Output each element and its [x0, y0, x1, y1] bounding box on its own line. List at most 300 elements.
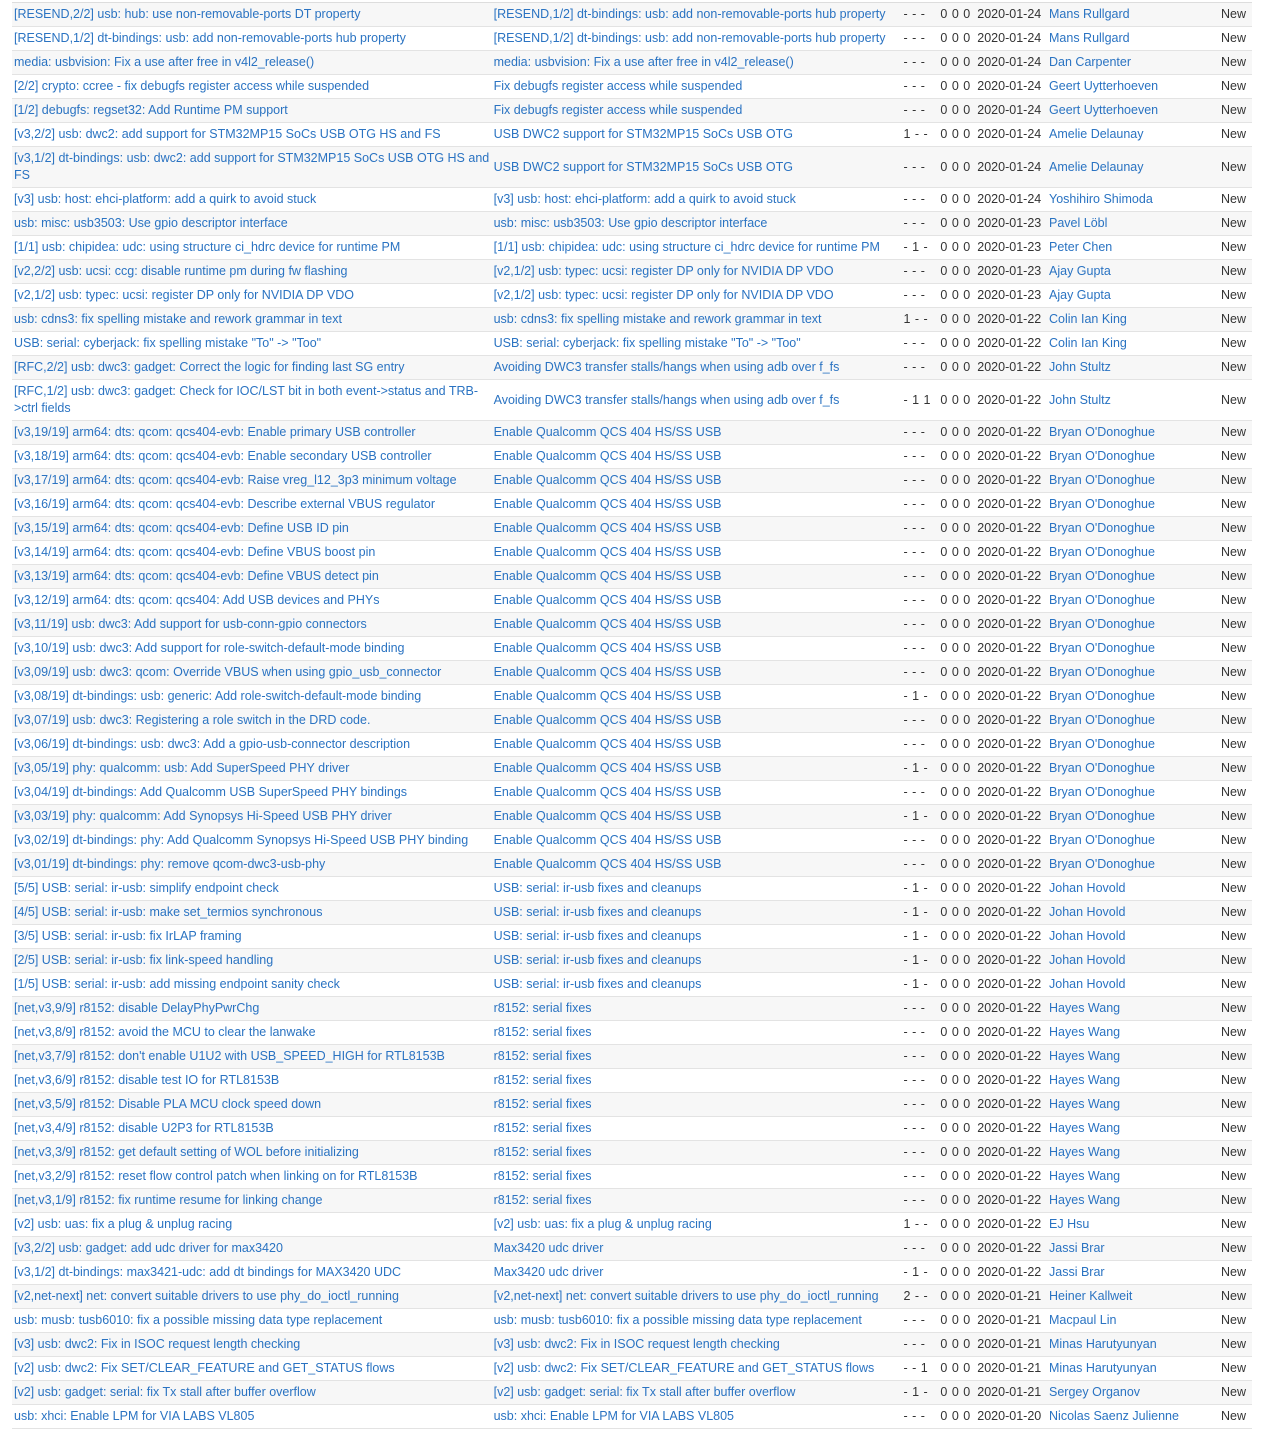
patch-date-cell — [975, 1381, 1047, 1405]
patch-state: New — [1220, 593, 1246, 607]
patch-date-cell — [975, 3, 1047, 27]
patch-state-cell — [1190, 123, 1252, 147]
submitter-link[interactable]: Colin Ian King — [1049, 312, 1127, 326]
submitter-link[interactable]: Bryan O'Donoghue — [1049, 545, 1155, 559]
patch-name-link[interactable]: [v3,05/19] phy: qualcomm: usb: Add SuperSpeed PHY driver — [14, 761, 350, 775]
patch-date-cell — [975, 99, 1047, 123]
submitter-link[interactable]: Ajay Gupta — [1049, 264, 1111, 278]
submitter-link[interactable]: Bryan O'Donoghue — [1049, 737, 1155, 751]
submitter-link[interactable]: Bryan O'Donoghue — [1049, 569, 1155, 583]
series-link[interactable]: [v3] usb: host: ehci-platform: add a quirk to avoid stuck — [493, 192, 796, 206]
acks-count: - 1 - — [903, 240, 929, 254]
submitter-link[interactable]: Yoshihiro Shimoda — [1049, 192, 1153, 206]
patch-state-cell — [1190, 1021, 1252, 1045]
checks-count: 0 0 0 — [940, 1289, 971, 1303]
submitter-link[interactable]: Jassi Brar — [1049, 1241, 1105, 1255]
patch-date-cell — [975, 1333, 1047, 1357]
series-link[interactable]: Enable Qualcomm QCS 404 HS/SS USB — [493, 737, 722, 751]
series-link[interactable]: media: usbvision: Fix a use after free in v4l2_release() — [493, 55, 794, 69]
series-cell — [492, 1237, 902, 1261]
patch-name-link[interactable]: [v2] usb: dwc2: Fix SET/CLEAR_FEATURE and GET_STATUS flows — [14, 1361, 395, 1375]
submitter-cell — [1047, 1357, 1190, 1381]
patch-name-link[interactable]: USB: serial: cyberjack: fix spelling mistake "To" -> "Too" — [14, 336, 322, 350]
submitter-link[interactable]: Bryan O'Donoghue — [1049, 449, 1155, 463]
series-link[interactable]: Enable Qualcomm QCS 404 HS/SS USB — [493, 857, 722, 871]
patch-name-link[interactable]: [v2,2/2] usb: ucsi: ccg: disable runtime pm during fw flashing — [14, 264, 348, 278]
submitter-link[interactable]: Minas Harutyunyan — [1049, 1361, 1157, 1375]
submitter-link[interactable]: Hayes Wang — [1049, 1025, 1121, 1039]
acks-count-cell — [902, 853, 939, 877]
patch-name-link[interactable]: [5/5] USB: serial: ir-usb: simplify endpoint check — [14, 881, 279, 895]
patch-date: 2020-01-22 — [977, 641, 1042, 655]
submitter-link[interactable]: John Stultz — [1049, 392, 1111, 407]
patch-name-link[interactable]: [v3,09/19] usb: dwc3: qcom: Override VBUS when using gpio_usb_connector — [14, 665, 442, 679]
series-link[interactable]: USB: serial: ir-usb fixes and cleanups — [493, 977, 702, 991]
submitter-link[interactable]: Hayes Wang — [1049, 1121, 1121, 1135]
patch-name-link[interactable]: usb: musb: tusb6010: fix a possible missing data type replacement — [14, 1313, 383, 1327]
patch-date-cell — [975, 565, 1047, 589]
series-link[interactable]: [RESEND,1/2] dt-bindings: usb: add non-removable-ports hub property — [493, 7, 886, 21]
patch-name-cell — [12, 709, 492, 733]
patch-state: New — [1220, 425, 1246, 439]
submitter-link[interactable]: Bryan O'Donoghue — [1049, 425, 1155, 439]
patch-name-link[interactable]: [RESEND,1/2] dt-bindings: usb: add non-removable-ports hub property — [14, 31, 406, 45]
series-link[interactable]: Enable Qualcomm QCS 404 HS/SS USB — [493, 641, 722, 655]
series-link[interactable]: [v3] usb: dwc2: Fix in ISOC request length checking — [493, 1337, 780, 1351]
patch-state: New — [1220, 617, 1246, 631]
checks-count: 0 0 0 — [940, 953, 971, 967]
series-link[interactable]: [v2] usb: uas: fix a plug & unplug racing — [493, 1217, 712, 1231]
patch-state-cell — [1190, 75, 1252, 99]
patch-name-link[interactable]: [v3,08/19] dt-bindings: usb: generic: Add role-switch-default-mode binding — [14, 689, 422, 703]
patch-name-link[interactable]: [v3,2/2] usb: gadget: add udc driver for max3420 — [14, 1241, 283, 1255]
submitter-link[interactable]: Ajay Gupta — [1049, 288, 1111, 302]
series-cell — [492, 661, 902, 685]
patch-date-cell — [975, 757, 1047, 781]
patch-state: New — [1220, 1097, 1246, 1111]
acks-count-cell — [902, 308, 939, 332]
submitter-link[interactable]: Johan Hovold — [1049, 881, 1126, 895]
submitter-link[interactable]: Geert Uytterhoeven — [1049, 103, 1159, 117]
submitter-cell — [1047, 188, 1190, 212]
patch-name-link[interactable]: usb: misc: usb3503: Use gpio descriptor interface — [14, 216, 288, 230]
series-link[interactable]: Enable Qualcomm QCS 404 HS/SS USB — [493, 497, 722, 511]
patch-name-link[interactable]: [net,v3,3/9] r8152: get default setting of WOL before initializing — [14, 1145, 359, 1159]
patch-name-link[interactable]: [v3,19/19] arm64: dts: qcom: qcs404-evb: Enable primary USB controller — [14, 425, 416, 439]
patch-name-link[interactable]: [v3,14/19] arm64: dts: qcom: qcs404-evb: Define VBUS boost pin — [14, 545, 376, 559]
acks-count-cell — [902, 1189, 939, 1213]
patch-name-link[interactable]: [4/5] USB: serial: ir-usb: make set_termios synchronous — [14, 905, 323, 919]
series-link[interactable]: [v2,1/2] usb: typec: ucsi: register DP only for NVIDIA DP VDO — [493, 264, 834, 278]
series-link[interactable]: Avoiding DWC3 transfer stalls/hangs when using adb over f_fs — [493, 360, 840, 374]
acks-count: - - - — [903, 336, 926, 350]
series-link[interactable]: [RESEND,1/2] dt-bindings: usb: add non-removable-ports hub property — [493, 31, 886, 45]
patch-date-cell — [975, 1405, 1047, 1429]
checks-count: 0 0 0 — [940, 545, 971, 559]
patch-state: New — [1220, 1241, 1246, 1255]
acks-count-cell — [902, 517, 939, 541]
patch-name-cell — [12, 1237, 492, 1261]
submitter-cell — [1047, 284, 1190, 308]
acks-count-cell — [902, 1021, 939, 1045]
patch-date-cell — [975, 829, 1047, 853]
patch-date: 2020-01-24 — [977, 127, 1042, 141]
patch-name-link[interactable]: [net,v3,6/9] r8152: disable test IO for RTL8153B — [14, 1073, 280, 1087]
submitter-link[interactable]: Bryan O'Donoghue — [1049, 833, 1155, 847]
acks-count: - - - — [903, 1193, 926, 1207]
patch-name-link[interactable]: [v3,01/19] dt-bindings: phy: remove qcom-dwc3-usb-phy — [14, 857, 326, 871]
series-link[interactable]: USB: serial: ir-usb fixes and cleanups — [493, 905, 702, 919]
patch-name-link[interactable]: [v3,03/19] phy: qualcomm: Add Synopsys Hi-Speed USB PHY driver — [14, 809, 392, 823]
acks-count-cell — [902, 709, 939, 733]
submitter-link[interactable]: Bryan O'Donoghue — [1049, 473, 1155, 487]
patch-table — [12, 3, 1252, 1429]
series-link[interactable]: USB: serial: cyberjack: fix spelling mistake "To" -> "Too" — [493, 336, 801, 350]
patch-name-link[interactable]: [v3,04/19] dt-bindings: Add Qualcomm USB SuperSpeed PHY bindings — [14, 785, 408, 799]
patch-name-link[interactable]: [v3,12/19] arm64: dts: qcom: qcs404: Add USB devices and PHYs — [14, 593, 380, 607]
submitter-link[interactable]: Dan Carpenter — [1049, 55, 1132, 69]
patch-name-link[interactable]: [2/2] crypto: ccree - fix debugfs register access while suspended — [14, 79, 370, 93]
series-link[interactable]: USB: serial: ir-usb fixes and cleanups — [493, 929, 702, 943]
acks-count: - - - — [903, 785, 926, 799]
checks-count-cell — [938, 901, 975, 925]
patch-name-link[interactable]: [v3,07/19] usb: dwc3: Registering a role switch in the DRD code. — [14, 713, 371, 727]
patch-name-cell — [12, 1261, 492, 1285]
patch-name-cell — [12, 284, 492, 308]
submitter-link[interactable]: Bryan O'Donoghue — [1049, 713, 1155, 727]
series-link[interactable]: [1/1] usb: chipidea: udc: using structure ci_hdrc device for runtime PM — [493, 240, 880, 254]
patch-name-link[interactable]: [1/2] debugfs: regset32: Add Runtime PM support — [14, 103, 288, 117]
series-link[interactable]: Enable Qualcomm QCS 404 HS/SS USB — [493, 665, 722, 679]
submitter-link[interactable]: EJ Hsu — [1049, 1217, 1090, 1231]
submitter-link[interactable]: Hayes Wang — [1049, 1097, 1121, 1111]
submitter-cell — [1047, 757, 1190, 781]
checks-count: 0 0 0 — [940, 1337, 971, 1351]
patch-date: 2020-01-22 — [977, 617, 1042, 631]
checks-count: 0 0 0 — [940, 1049, 971, 1063]
patch-state-cell — [1190, 1069, 1252, 1093]
table-row — [12, 75, 1252, 99]
series-link[interactable]: [v2] usb: dwc2: Fix SET/CLEAR_FEATURE and GET_STATUS flows — [493, 1361, 875, 1375]
table-row — [12, 469, 1252, 493]
series-link[interactable]: r8152: serial fixes — [493, 1121, 592, 1135]
patch-name-link[interactable]: [2/5] USB: serial: ir-usb: fix link-speed handling — [14, 953, 274, 967]
patch-name-link[interactable]: usb: cdns3: fix spelling mistake and rework grammar in text — [14, 312, 342, 326]
patch-name-link[interactable]: [net,v3,1/9] r8152: fix runtime resume for linking change — [14, 1193, 323, 1207]
patch-name-cell — [12, 949, 492, 973]
acks-count: - 1 - — [903, 761, 929, 775]
patch-name-cell — [12, 308, 492, 332]
patch-state: New — [1220, 240, 1246, 254]
submitter-link[interactable]: Bryan O'Donoghue — [1049, 689, 1155, 703]
submitter-link[interactable]: Amelie Delaunay — [1049, 159, 1144, 174]
patch-name-link[interactable]: [net,v3,2/9] r8152: reset flow control patch when linking on for RTL8153B — [14, 1169, 418, 1183]
submitter-cell — [1047, 1141, 1190, 1165]
patch-name-link[interactable]: [v3,10/19] usb: dwc3: Add support for role-switch-default-mode binding — [14, 641, 405, 655]
patch-name-link[interactable]: [v3,1/2] dt-bindings: max3421-udc: add dt bindings for MAX3420 UDC — [14, 1265, 402, 1279]
patch-name-link[interactable]: [v3,13/19] arm64: dts: qcom: qcs404-evb: Define VBUS detect pin — [14, 569, 379, 583]
patch-state: New — [1220, 905, 1246, 919]
acks-count: - - - — [903, 7, 926, 21]
patch-name-link[interactable]: [3/5] USB: serial: ir-usb: fix IrLAP framing — [14, 929, 242, 943]
submitter-link[interactable]: Bryan O'Donoghue — [1049, 809, 1155, 823]
submitter-link[interactable]: Hayes Wang — [1049, 1193, 1121, 1207]
series-cell — [492, 380, 902, 421]
patch-name-link[interactable]: [1/5] USB: serial: ir-usb: add missing endpoint sanity check — [14, 977, 340, 991]
series-link[interactable]: Enable Qualcomm QCS 404 HS/SS USB — [493, 473, 722, 487]
series-link[interactable]: [v2,1/2] usb: typec: ucsi: register DP only for NVIDIA DP VDO — [493, 288, 834, 302]
submitter-link[interactable]: John Stultz — [1049, 360, 1111, 374]
patch-name-link[interactable]: [v3,11/19] usb: dwc3: Add support for usb-conn-gpio connectors — [14, 617, 367, 631]
patch-name-link[interactable]: [v3,02/19] dt-bindings: phy: Add Qualcomm Synopsys Hi-Speed USB PHY binding — [14, 833, 469, 847]
patch-name-link[interactable]: [net,v3,7/9] r8152: don't enable U1U2 with USB_SPEED_HIGH for RTL8153B — [14, 1049, 445, 1063]
submitter-link[interactable]: Bryan O'Donoghue — [1049, 641, 1155, 655]
series-link[interactable]: r8152: serial fixes — [493, 1025, 592, 1039]
checks-count-cell — [938, 517, 975, 541]
checks-count: 0 0 0 — [940, 192, 971, 206]
acks-count-cell — [902, 1285, 939, 1309]
patch-name-link[interactable]: [v3,18/19] arm64: dts: qcom: qcs404-evb: Enable secondary USB controller — [14, 449, 432, 463]
submitter-cell — [1047, 469, 1190, 493]
submitter-link[interactable]: Hayes Wang — [1049, 1145, 1121, 1159]
submitter-cell — [1047, 709, 1190, 733]
series-link[interactable]: Enable Qualcomm QCS 404 HS/SS USB — [493, 545, 722, 559]
checks-count: 0 0 0 — [940, 288, 971, 302]
series-link[interactable]: Enable Qualcomm QCS 404 HS/SS USB — [493, 689, 722, 703]
patch-date-cell — [975, 997, 1047, 1021]
patch-state-cell — [1190, 99, 1252, 123]
patch-name-cell — [12, 236, 492, 260]
patch-state: New — [1220, 761, 1246, 775]
submitter-cell — [1047, 613, 1190, 637]
submitter-link[interactable]: Sergey Organov — [1049, 1385, 1141, 1399]
series-cell — [492, 1141, 902, 1165]
submitter-link[interactable]: Heiner Kallweit — [1049, 1289, 1133, 1303]
series-link[interactable]: Enable Qualcomm QCS 404 HS/SS USB — [493, 521, 722, 535]
series-cell — [492, 1213, 902, 1237]
patch-name-link[interactable]: [v3] usb: dwc2: Fix in ISOC request length checking — [14, 1337, 301, 1351]
patch-date: 2020-01-24 — [977, 159, 1042, 174]
series-cell — [492, 973, 902, 997]
patch-name-link[interactable]: [v2,1/2] usb: typec: ucsi: register DP only for NVIDIA DP VDO — [14, 288, 354, 302]
patch-date-cell — [975, 517, 1047, 541]
series-link[interactable]: Enable Qualcomm QCS 404 HS/SS USB — [493, 617, 722, 631]
submitter-link[interactable]: Mans Rullgard — [1049, 31, 1130, 45]
patch-name-link[interactable]: usb: xhci: Enable LPM for VIA LABS VL805 — [14, 1409, 255, 1423]
patch-date-cell — [975, 445, 1047, 469]
submitter-link[interactable]: Nicolas Saenz Julienne — [1049, 1409, 1179, 1423]
series-link[interactable]: [v2,net-next] net: convert suitable drivers to use phy_do_ioctl_running — [493, 1289, 879, 1303]
acks-count: - 1 - — [903, 977, 929, 991]
patch-name-link[interactable]: [RESEND,2/2] usb: hub: use non-removable-ports DT property — [14, 7, 361, 21]
submitter-link[interactable]: Bryan O'Donoghue — [1049, 857, 1155, 871]
submitter-link[interactable]: Johan Hovold — [1049, 929, 1126, 943]
patch-state-cell — [1190, 973, 1252, 997]
table-row — [12, 356, 1252, 380]
series-cell — [492, 925, 902, 949]
submitter-link[interactable]: Pavel Löbl — [1049, 216, 1108, 230]
patch-name-link[interactable]: [v3,17/19] arm64: dts: qcom: qcs404-evb: Raise vreg_l12_3p3 minimum voltage — [14, 473, 457, 487]
submitter-link[interactable]: Minas Harutyunyan — [1049, 1337, 1157, 1351]
submitter-link[interactable]: Peter Chen — [1049, 240, 1113, 254]
submitter-link[interactable]: Bryan O'Donoghue — [1049, 785, 1155, 799]
series-link[interactable]: usb: musb: tusb6010: fix a possible missing data type replacement — [493, 1313, 862, 1327]
patch-state: New — [1220, 1409, 1246, 1423]
series-link[interactable]: Enable Qualcomm QCS 404 HS/SS USB — [493, 713, 722, 727]
acks-count: - - - — [903, 713, 926, 727]
acks-count: 2 - - — [903, 1289, 929, 1303]
series-link[interactable]: r8152: serial fixes — [493, 1097, 592, 1111]
submitter-link[interactable]: Bryan O'Donoghue — [1049, 665, 1155, 679]
series-link[interactable]: Enable Qualcomm QCS 404 HS/SS USB — [493, 593, 722, 607]
acks-count: - - - — [903, 103, 926, 117]
patch-name-link[interactable]: [v3,2/2] usb: dwc2: add support for STM32MP15 SoCs USB OTG HS and FS — [14, 127, 441, 141]
patch-state-cell — [1190, 541, 1252, 565]
series-link[interactable]: r8152: serial fixes — [493, 1169, 592, 1183]
patch-name-cell — [12, 51, 492, 75]
patch-name-link[interactable]: [net,v3,5/9] r8152: Disable PLA MCU clock speed down — [14, 1097, 322, 1111]
checks-count: 0 0 0 — [940, 1121, 971, 1135]
checks-count-cell — [938, 877, 975, 901]
submitter-link[interactable]: Hayes Wang — [1049, 1001, 1121, 1015]
patch-state-cell — [1190, 469, 1252, 493]
patch-date-cell — [975, 637, 1047, 661]
patch-name-cell — [12, 853, 492, 877]
acks-count-cell — [902, 805, 939, 829]
patch-name-cell — [12, 1093, 492, 1117]
submitter-link[interactable]: Macpaul Lin — [1049, 1313, 1117, 1327]
patch-name-link[interactable]: [net,v3,9/9] r8152: disable DelayPhyPwrChg — [14, 1001, 260, 1015]
patch-name-link[interactable]: [RFC,1/2] usb: dwc3: gadget: Check for IOC/LST bit in both event->status and TRB->ctrl fields — [14, 384, 479, 415]
submitter-link[interactable]: Hayes Wang — [1049, 1169, 1121, 1183]
submitter-cell — [1047, 356, 1190, 380]
series-link[interactable]: Enable Qualcomm QCS 404 HS/SS USB — [493, 425, 722, 439]
series-link[interactable]: Max3420 udc driver — [493, 1265, 604, 1279]
patch-name-link[interactable]: [v2] usb: gadget: serial: fix Tx stall after buffer overflow — [14, 1385, 316, 1399]
patch-date-cell — [975, 421, 1047, 445]
patch-state: New — [1220, 264, 1246, 278]
submitter-link[interactable]: Johan Hovold — [1049, 977, 1126, 991]
series-link[interactable]: Enable Qualcomm QCS 404 HS/SS USB — [493, 809, 722, 823]
series-link[interactable]: usb: xhci: Enable LPM for VIA LABS VL805 — [493, 1409, 735, 1423]
checks-count: 0 0 0 — [940, 392, 971, 407]
acks-count-cell — [902, 1381, 939, 1405]
submitter-link[interactable]: Hayes Wang — [1049, 1073, 1121, 1087]
checks-count-cell — [938, 99, 975, 123]
series-link[interactable]: Fix debugfs register access while suspended — [493, 103, 743, 117]
submitter-link[interactable]: Johan Hovold — [1049, 905, 1126, 919]
series-link[interactable]: USB: serial: ir-usb fixes and cleanups — [493, 953, 702, 967]
series-link[interactable]: Fix debugfs register access while suspended — [493, 79, 743, 93]
series-cell — [492, 260, 902, 284]
acks-count: 1 - - — [903, 127, 929, 141]
patch-name-cell — [12, 380, 492, 421]
patch-name-link[interactable]: [v3,06/19] dt-bindings: usb: dwc3: Add a gpio-usb-connector description — [14, 737, 411, 751]
acks-count-cell — [902, 380, 939, 421]
patch-state-cell — [1190, 997, 1252, 1021]
submitter-link[interactable]: Geert Uytterhoeven — [1049, 79, 1159, 93]
series-link[interactable]: Avoiding DWC3 transfer stalls/hangs when using adb over f_fs — [493, 392, 840, 407]
submitter-link[interactable]: Bryan O'Donoghue — [1049, 761, 1155, 775]
series-link[interactable]: USB DWC2 support for STM32MP15 SoCs USB OTG — [493, 127, 793, 141]
patch-date: 2020-01-24 — [977, 55, 1042, 69]
series-link[interactable]: [v2] usb: gadget: serial: fix Tx stall after buffer overflow — [493, 1385, 796, 1399]
series-link[interactable]: r8152: serial fixes — [493, 1001, 592, 1015]
checks-count-cell — [938, 147, 975, 188]
submitter-link[interactable]: Colin Ian King — [1049, 336, 1127, 350]
patch-name-link[interactable]: [v3,15/19] arm64: dts: qcom: qcs404-evb: Define USB ID pin — [14, 521, 349, 535]
series-link[interactable]: usb: misc: usb3503: Use gpio descriptor interface — [493, 216, 768, 230]
submitter-link[interactable]: Bryan O'Donoghue — [1049, 617, 1155, 631]
series-link[interactable]: usb: cdns3: fix spelling mistake and rework grammar in text — [493, 312, 822, 326]
patch-date: 2020-01-22 — [977, 1145, 1042, 1159]
submitter-cell — [1047, 123, 1190, 147]
series-link[interactable]: Enable Qualcomm QCS 404 HS/SS USB — [493, 449, 722, 463]
patch-name-cell — [12, 123, 492, 147]
patch-name-link[interactable]: [v2,net-next] net: convert suitable drivers to use phy_do_ioctl_running — [14, 1289, 399, 1303]
series-link[interactable]: r8152: serial fixes — [493, 1049, 592, 1063]
patch-name-link[interactable]: [v3] usb: host: ehci-platform: add a quirk to avoid stuck — [14, 192, 317, 206]
submitter-link[interactable]: Jassi Brar — [1049, 1265, 1105, 1279]
series-link[interactable]: USB DWC2 support for STM32MP15 SoCs USB OTG — [493, 159, 793, 174]
patch-name-cell — [12, 733, 492, 757]
submitter-link[interactable]: Johan Hovold — [1049, 953, 1126, 967]
series-cell — [492, 1381, 902, 1405]
patch-name-link[interactable]: [v2] usb: uas: fix a plug & unplug racing — [14, 1217, 233, 1231]
acks-count: - - - — [903, 1001, 926, 1015]
series-link[interactable]: Enable Qualcomm QCS 404 HS/SS USB — [493, 761, 722, 775]
patch-name-link[interactable]: [RFC,2/2] usb: dwc3: gadget: Correct the logic for finding last SG entry — [14, 360, 405, 374]
table-row — [12, 661, 1252, 685]
series-link[interactable]: USB: serial: ir-usb fixes and cleanups — [493, 881, 702, 895]
patch-state: New — [1220, 1001, 1246, 1015]
series-link[interactable]: r8152: serial fixes — [493, 1073, 592, 1087]
acks-count: - 1 - — [903, 905, 929, 919]
submitter-link[interactable]: Bryan O'Donoghue — [1049, 521, 1155, 535]
series-link[interactable]: Enable Qualcomm QCS 404 HS/SS USB — [493, 785, 722, 799]
submitter-link[interactable]: Hayes Wang — [1049, 1049, 1121, 1063]
patch-state-cell — [1190, 661, 1252, 685]
series-link[interactable]: r8152: serial fixes — [493, 1193, 592, 1207]
patch-date-cell — [975, 781, 1047, 805]
series-link[interactable]: Enable Qualcomm QCS 404 HS/SS USB — [493, 833, 722, 847]
patch-name-link[interactable]: media: usbvision: Fix a use after free in v4l2_release() — [14, 55, 315, 69]
series-link[interactable]: Max3420 udc driver — [493, 1241, 604, 1255]
acks-count: 1 - - — [903, 312, 929, 326]
acks-count-cell — [902, 1357, 939, 1381]
patch-name-link[interactable]: [1/1] usb: chipidea: udc: using structure ci_hdrc device for runtime PM — [14, 240, 401, 254]
checks-count-cell — [938, 188, 975, 212]
submitter-link[interactable]: Amelie Delaunay — [1049, 127, 1144, 141]
series-link[interactable]: r8152: serial fixes — [493, 1145, 592, 1159]
patch-name-link[interactable]: [v3,1/2] dt-bindings: usb: dwc2: add support for STM32MP15 SoCs USB OTG HS and FS — [14, 151, 490, 182]
series-link[interactable]: Enable Qualcomm QCS 404 HS/SS USB — [493, 569, 722, 583]
patch-name-link[interactable]: [net,v3,8/9] r8152: avoid the MCU to clear the lanwake — [14, 1025, 316, 1039]
table-row — [12, 589, 1252, 613]
patch-date-cell — [975, 212, 1047, 236]
patch-name-link[interactable]: [v3,16/19] arm64: dts: qcom: qcs404-evb: Describe external VBUS regulator — [14, 497, 436, 511]
checks-count: 0 0 0 — [940, 240, 971, 254]
submitter-link[interactable]: Bryan O'Donoghue — [1049, 497, 1155, 511]
patch-state: New — [1220, 1049, 1246, 1063]
submitter-link[interactable]: Mans Rullgard — [1049, 7, 1130, 21]
series-cell — [492, 1309, 902, 1333]
checks-count: 0 0 0 — [940, 360, 971, 374]
patch-date: 2020-01-22 — [977, 905, 1042, 919]
patch-name-link[interactable]: [net,v3,4/9] r8152: disable U2P3 for RTL8153B — [14, 1121, 274, 1135]
submitter-link[interactable]: Bryan O'Donoghue — [1049, 593, 1155, 607]
table-row — [12, 445, 1252, 469]
